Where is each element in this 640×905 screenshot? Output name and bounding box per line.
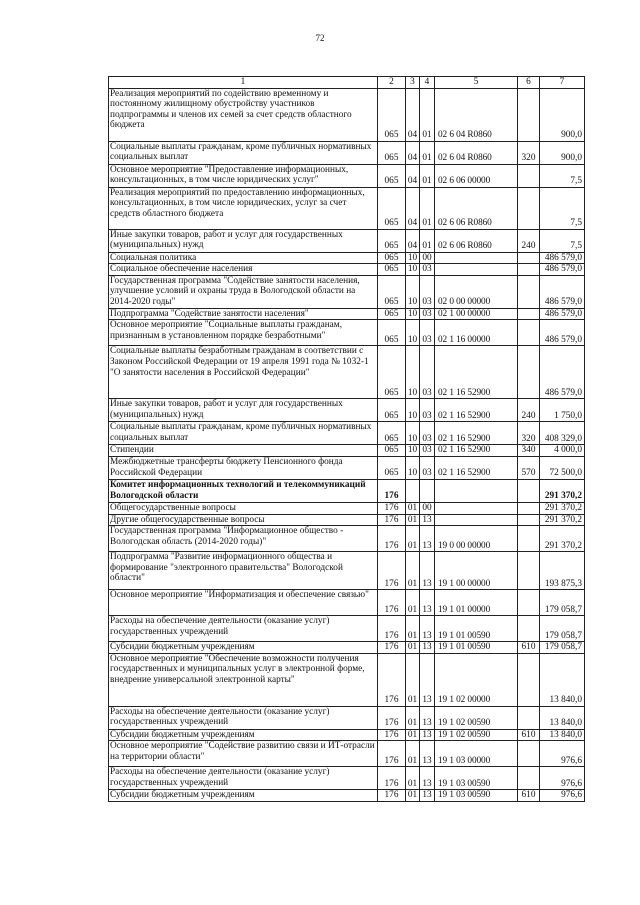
row-sum-cell: 486 579,0 — [540, 346, 585, 399]
row-name-cell: Субсидии бюджетным учреждениям — [109, 642, 378, 654]
row-expense-type-cell — [518, 164, 540, 187]
row-name-cell: Расходы на обеспечение деятельности (оказание услуг) государственных учреждений — [109, 767, 378, 790]
row-name-cell: Межбюджетные трансферты бюджету Пенсионного фонда Российской Федерации — [109, 456, 378, 479]
row-target-cell — [435, 252, 518, 264]
page-number: 72 — [315, 33, 325, 43]
row-section-cell: 01 — [406, 653, 420, 706]
row-name-cell: Иные закупки товаров, работ и услуг для государственных (муниципальных) нужд — [109, 399, 378, 422]
row-subsection-cell: 13 — [420, 790, 435, 802]
row-target-cell: 02 1 16 00000 — [435, 320, 518, 346]
row-subsection-cell: 03 — [420, 399, 435, 422]
table-row — [109, 741, 585, 767]
row-subsection-cell: 01 — [420, 229, 435, 252]
row-target-cell: 19 1 03 00000 — [435, 741, 518, 767]
table-row — [109, 229, 585, 252]
table-row — [109, 308, 585, 320]
row-target-cell — [435, 502, 518, 514]
row-target-cell: 19 1 03 00590 — [435, 767, 518, 790]
row-section-cell: 10 — [406, 252, 420, 264]
row-target-cell — [435, 479, 518, 502]
row-target-cell — [435, 264, 518, 276]
header-grbs-col: 2 — [378, 77, 406, 89]
row-target-cell: 02 1 16 52900 — [435, 346, 518, 399]
row-grbs-cell: 065 — [378, 252, 406, 264]
row-section-cell: 10 — [406, 422, 420, 445]
row-target-cell: 02 1 16 52900 — [435, 399, 518, 422]
table-header-row — [109, 77, 585, 89]
row-section-cell: 04 — [406, 187, 420, 229]
row-expense-type-cell — [518, 741, 540, 767]
row-section-cell: 01 — [406, 616, 420, 642]
table-row — [109, 320, 585, 346]
row-name-cell: Подпрограмма "Развитие информационного общества и формирование "электронного правительства" Вологодской области" — [109, 552, 378, 590]
row-subsection-cell: 00 — [420, 252, 435, 264]
row-subsection-cell: 03 — [420, 445, 435, 457]
row-name-cell: Основное мероприятие "Социальные выплаты гражданам, признанным в установленном порядке безработными" — [109, 320, 378, 346]
table-row — [109, 264, 585, 276]
row-grbs-cell: 065 — [378, 141, 406, 164]
header-subsection-col: 4 — [420, 77, 435, 89]
row-grbs-cell: 176 — [378, 653, 406, 706]
table-row — [109, 590, 585, 616]
row-expense-type-cell: 610 — [518, 729, 540, 741]
row-section-cell: 10 — [406, 308, 420, 320]
row-expense-type-cell: 340 — [518, 445, 540, 457]
row-grbs-cell: 065 — [378, 264, 406, 276]
header-expense-type-col: 6 — [518, 77, 540, 89]
row-grbs-cell: 065 — [378, 320, 406, 346]
row-name-cell: Комитет информационных технологий и телекоммуникаций Вологодской области — [109, 479, 378, 502]
row-grbs-cell: 065 — [378, 229, 406, 252]
row-target-cell: 02 6 06 R0860 — [435, 229, 518, 252]
row-sum-cell: 900,0 — [540, 88, 585, 141]
row-subsection-cell: 03 — [420, 422, 435, 445]
row-sum-cell: 13 840,0 — [540, 729, 585, 741]
row-name-cell: Социальное обеспечение населения — [109, 264, 378, 276]
row-target-cell: 02 6 04 R0860 — [435, 88, 518, 141]
table-row — [109, 275, 585, 308]
row-subsection-cell: 13 — [420, 552, 435, 590]
row-name-cell: Государственная программа "Информационное общество - Вологодская область (2014-2020 годы)" — [109, 526, 378, 552]
row-expense-type-cell — [518, 552, 540, 590]
row-subsection-cell: 03 — [420, 308, 435, 320]
row-sum-cell: 486 579,0 — [540, 308, 585, 320]
row-grbs-cell: 176 — [378, 479, 406, 502]
row-name-cell: Социальные выплаты безработным гражданам в соответствии с Законом Российской Федерации от 19 апреля 1991 года № 1032-1 "О занятости населения в Российской Федерации" — [109, 346, 378, 399]
row-name-cell: Стипендии — [109, 445, 378, 457]
budget-table — [108, 76, 585, 802]
row-subsection-cell: 01 — [420, 187, 435, 229]
row-sum-cell: 976,6 — [540, 790, 585, 802]
row-name-cell: Социальная политика — [109, 252, 378, 264]
row-grbs-cell: 176 — [378, 642, 406, 654]
table-row — [109, 88, 585, 141]
row-expense-type-cell: 610 — [518, 642, 540, 654]
row-section-cell: 01 — [406, 642, 420, 654]
table-row — [109, 399, 585, 422]
table-row — [109, 456, 585, 479]
row-target-cell: 02 0 00 00000 — [435, 275, 518, 308]
table-row — [109, 706, 585, 729]
row-name-cell: Основное мероприятие "Информатизация и обеспечение связью" — [109, 590, 378, 616]
row-expense-type-cell — [518, 767, 540, 790]
row-expense-type-cell: 570 — [518, 456, 540, 479]
row-section-cell: 10 — [406, 346, 420, 399]
row-section-cell: 01 — [406, 741, 420, 767]
row-section-cell: 04 — [406, 229, 420, 252]
row-expense-type-cell — [518, 252, 540, 264]
row-grbs-cell: 065 — [378, 422, 406, 445]
row-grbs-cell: 176 — [378, 502, 406, 514]
row-subsection-cell: 13 — [420, 767, 435, 790]
row-name-cell: Субсидии бюджетным учреждениям — [109, 790, 378, 802]
row-subsection-cell: 13 — [420, 590, 435, 616]
row-target-cell: 02 6 04 R0860 — [435, 141, 518, 164]
row-sum-cell: 291 370,2 — [540, 479, 585, 502]
row-target-cell: 19 1 01 00000 — [435, 590, 518, 616]
row-name-cell: Субсидии бюджетным учреждениям — [109, 729, 378, 741]
row-grbs-cell: 176 — [378, 616, 406, 642]
row-subsection-cell: 13 — [420, 653, 435, 706]
row-section-cell — [406, 479, 420, 502]
table-row — [109, 164, 585, 187]
row-sum-cell: 486 579,0 — [540, 252, 585, 264]
row-sum-cell: 486 579,0 — [540, 264, 585, 276]
table-row — [109, 422, 585, 445]
row-name-cell: Основное мероприятие "Предоставление информационных, консультационных, в том числе юридических услуг" — [109, 164, 378, 187]
row-grbs-cell: 176 — [378, 590, 406, 616]
row-name-cell: Реализация мероприятий по предоставлению информационных, консультационных, в том числе юридических, услуг за счет средств областного бюджета — [109, 187, 378, 229]
row-expense-type-cell — [518, 346, 540, 399]
row-target-cell: 19 1 02 00590 — [435, 706, 518, 729]
row-subsection-cell: 03 — [420, 456, 435, 479]
row-expense-type-cell — [518, 275, 540, 308]
row-section-cell: 01 — [406, 552, 420, 590]
row-name-cell: Социальные выплаты гражданам, кроме публичных нормативных социальных выплат — [109, 141, 378, 164]
row-target-cell: 02 1 16 52900 — [435, 456, 518, 479]
row-grbs-cell: 176 — [378, 514, 406, 526]
row-sum-cell: 7,5 — [540, 229, 585, 252]
row-subsection-cell: 13 — [420, 616, 435, 642]
row-section-cell: 01 — [406, 790, 420, 802]
row-section-cell: 10 — [406, 320, 420, 346]
row-subsection-cell: 13 — [420, 741, 435, 767]
row-target-cell: 02 1 16 52900 — [435, 422, 518, 445]
row-section-cell: 10 — [406, 445, 420, 457]
row-expense-type-cell: 610 — [518, 790, 540, 802]
row-subsection-cell: 00 — [420, 502, 435, 514]
row-subsection-cell: 13 — [420, 526, 435, 552]
row-expense-type-cell — [518, 526, 540, 552]
row-sum-cell: 7,5 — [540, 164, 585, 187]
row-name-cell: Государственная программа "Содействие занятости населения, улучшение условий и охраны труда в Вологодской области на 2014-2020 годы" — [109, 275, 378, 308]
row-section-cell: 01 — [406, 502, 420, 514]
row-section-cell: 01 — [406, 514, 420, 526]
row-grbs-cell: 065 — [378, 164, 406, 187]
table-row — [109, 767, 585, 790]
row-target-cell: 02 6 06 00000 — [435, 164, 518, 187]
row-name-cell: Реализация мероприятий по содействию временному и постоянному жилищному обустройству участников подпрограммы и членов их семей за счет средств областного бюджета — [109, 88, 378, 141]
row-sum-cell: 4 000,0 — [540, 445, 585, 457]
row-section-cell: 01 — [406, 526, 420, 552]
row-subsection-cell — [420, 479, 435, 502]
row-sum-cell: 291 370,2 — [540, 514, 585, 526]
row-grbs-cell: 065 — [378, 445, 406, 457]
row-expense-type-cell — [518, 653, 540, 706]
table-row — [109, 187, 585, 229]
row-section-cell: 01 — [406, 590, 420, 616]
header-name-col: 1 — [109, 77, 378, 89]
table-row — [109, 445, 585, 457]
row-sum-cell: 900,0 — [540, 141, 585, 164]
row-section-cell: 10 — [406, 264, 420, 276]
row-target-cell — [435, 514, 518, 526]
row-target-cell: 19 1 01 00590 — [435, 642, 518, 654]
row-expense-type-cell — [518, 308, 540, 320]
row-sum-cell: 1 750,0 — [540, 399, 585, 422]
row-sum-cell: 179 058,7 — [540, 590, 585, 616]
table-row — [109, 526, 585, 552]
row-section-cell: 04 — [406, 164, 420, 187]
row-expense-type-cell — [518, 187, 540, 229]
row-grbs-cell: 065 — [378, 346, 406, 399]
header-sum-col: 7 — [540, 77, 585, 89]
table-row — [109, 642, 585, 654]
table-row — [109, 616, 585, 642]
row-grbs-cell: 176 — [378, 706, 406, 729]
table-row — [109, 141, 585, 164]
row-expense-type-cell — [518, 264, 540, 276]
row-name-cell: Социальные выплаты гражданам, кроме публичных нормативных социальных выплат — [109, 422, 378, 445]
row-section-cell: 10 — [406, 456, 420, 479]
row-subsection-cell: 13 — [420, 729, 435, 741]
row-grbs-cell: 065 — [378, 187, 406, 229]
row-subsection-cell: 01 — [420, 164, 435, 187]
table-row — [109, 252, 585, 264]
row-grbs-cell: 176 — [378, 767, 406, 790]
table-row — [109, 502, 585, 514]
row-name-cell: Основное мероприятие "Обеспечение возможности получения государственных и муниципальных услуг в электронной форме, внедрение универсальной электронной карты" — [109, 653, 378, 706]
row-expense-type-cell — [518, 479, 540, 502]
row-section-cell: 04 — [406, 141, 420, 164]
row-name-cell: Подпрограмма "Содействие занятости населения" — [109, 308, 378, 320]
row-section-cell: 04 — [406, 88, 420, 141]
row-subsection-cell: 13 — [420, 514, 435, 526]
row-section-cell: 01 — [406, 729, 420, 741]
table-row — [109, 653, 585, 706]
row-subsection-cell: 13 — [420, 642, 435, 654]
row-section-cell: 10 — [406, 399, 420, 422]
table-row — [109, 346, 585, 399]
table-row — [109, 514, 585, 526]
row-name-cell: Расходы на обеспечение деятельности (оказание услуг) государственных учреждений — [109, 706, 378, 729]
row-sum-cell: 408 329,0 — [540, 422, 585, 445]
row-grbs-cell: 065 — [378, 275, 406, 308]
row-target-cell: 19 1 00 00000 — [435, 552, 518, 590]
row-grbs-cell: 176 — [378, 526, 406, 552]
row-target-cell: 19 1 02 00000 — [435, 653, 518, 706]
row-sum-cell: 13 840,0 — [540, 653, 585, 706]
row-sum-cell: 486 579,0 — [540, 275, 585, 308]
row-section-cell: 10 — [406, 275, 420, 308]
row-sum-cell: 179 058,7 — [540, 616, 585, 642]
row-name-cell: Иные закупки товаров, работ и услуг для государственных (муниципальных) нужд — [109, 229, 378, 252]
row-section-cell: 01 — [406, 706, 420, 729]
row-target-cell: 19 1 02 00590 — [435, 729, 518, 741]
row-expense-type-cell — [518, 320, 540, 346]
row-sum-cell: 72 500,0 — [540, 456, 585, 479]
row-grbs-cell: 176 — [378, 741, 406, 767]
row-subsection-cell: 03 — [420, 346, 435, 399]
row-subsection-cell: 03 — [420, 320, 435, 346]
row-expense-type-cell — [518, 502, 540, 514]
row-grbs-cell: 065 — [378, 456, 406, 479]
row-expense-type-cell: 320 — [518, 141, 540, 164]
row-grbs-cell: 065 — [378, 308, 406, 320]
row-expense-type-cell — [518, 616, 540, 642]
row-sum-cell: 13 840,0 — [540, 706, 585, 729]
row-expense-type-cell: 240 — [518, 229, 540, 252]
row-sum-cell: 291 370,2 — [540, 502, 585, 514]
row-grbs-cell: 176 — [378, 790, 406, 802]
row-sum-cell: 976,6 — [540, 767, 585, 790]
row-grbs-cell: 065 — [378, 399, 406, 422]
row-subsection-cell: 01 — [420, 88, 435, 141]
row-expense-type-cell: 320 — [518, 422, 540, 445]
table-row — [109, 790, 585, 802]
row-name-cell: Общегосударственные вопросы — [109, 502, 378, 514]
row-target-cell: 02 1 16 52900 — [435, 445, 518, 457]
row-sum-cell: 976,6 — [540, 741, 585, 767]
row-expense-type-cell — [518, 88, 540, 141]
row-target-cell: 19 1 03 00590 — [435, 790, 518, 802]
row-sum-cell: 291 370,2 — [540, 526, 585, 552]
row-sum-cell: 486 579,0 — [540, 320, 585, 346]
row-sum-cell: 179 058,7 — [540, 642, 585, 654]
row-subsection-cell: 03 — [420, 275, 435, 308]
row-expense-type-cell — [518, 706, 540, 729]
row-expense-type-cell — [518, 590, 540, 616]
row-target-cell: 02 6 06 R0860 — [435, 187, 518, 229]
row-name-cell: Расходы на обеспечение деятельности (оказание услуг) государственных учреждений — [109, 616, 378, 642]
row-subsection-cell: 13 — [420, 706, 435, 729]
row-sum-cell: 193 875,3 — [540, 552, 585, 590]
row-target-cell: 19 0 00 00000 — [435, 526, 518, 552]
row-target-cell: 02 1 00 00000 — [435, 308, 518, 320]
header-target-col: 5 — [435, 77, 518, 89]
table-row — [109, 552, 585, 590]
row-expense-type-cell: 240 — [518, 399, 540, 422]
row-sum-cell: 7,5 — [540, 187, 585, 229]
row-subsection-cell: 01 — [420, 141, 435, 164]
header-section-col: 3 — [406, 77, 420, 89]
table-row — [109, 479, 585, 502]
row-name-cell: Другие общегосударственные вопросы — [109, 514, 378, 526]
row-target-cell: 19 1 01 00590 — [435, 616, 518, 642]
table-row — [109, 729, 585, 741]
row-grbs-cell: 176 — [378, 552, 406, 590]
row-name-cell: Основное мероприятие "Содействие развитию связи и ИТ-отрасли на территории области" — [109, 741, 378, 767]
row-grbs-cell: 176 — [378, 729, 406, 741]
row-grbs-cell: 065 — [378, 88, 406, 141]
row-expense-type-cell — [518, 514, 540, 526]
row-section-cell: 01 — [406, 767, 420, 790]
row-subsection-cell: 03 — [420, 264, 435, 276]
